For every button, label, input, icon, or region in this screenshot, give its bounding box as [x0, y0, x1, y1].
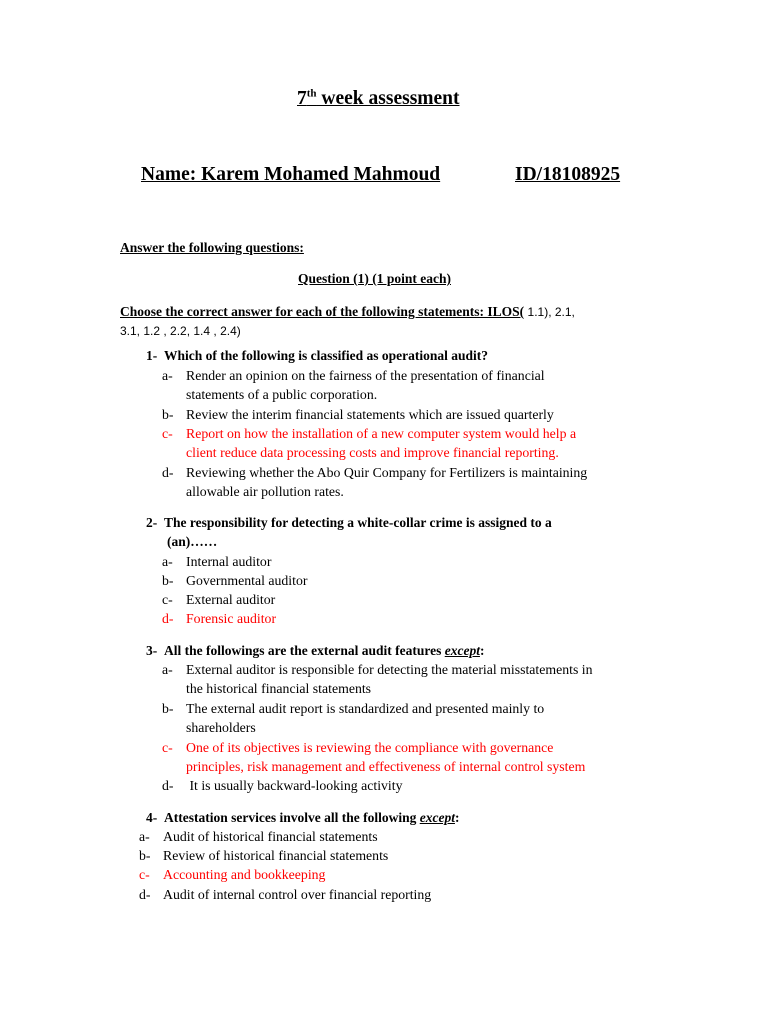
- option-text: External auditor is responsible for detecting the material misstatements in: [186, 662, 593, 677]
- q3-option-d: [162, 776, 682, 796]
- question-text: Attestation services involve all the following: [164, 810, 420, 825]
- option-text: External auditor: [186, 592, 276, 607]
- question-number: 1-: [146, 348, 158, 363]
- option-text: Forensic auditor: [186, 611, 277, 626]
- option-text: Accounting and bookkeeping: [163, 867, 326, 882]
- option-text: principles, risk management and effectiveness of internal control system: [186, 759, 586, 775]
- student-id: ID/18108925: [515, 164, 621, 185]
- option-letter: b-: [139, 848, 151, 863]
- option-letter: d-: [162, 465, 174, 480]
- q3-option-a: [162, 660, 682, 699]
- option-letter: d-: [162, 611, 174, 626]
- option-letter: b-: [162, 407, 174, 422]
- option-text: client reduce data processing costs and improve financial reporting.: [186, 445, 559, 461]
- option-letter: c-: [162, 592, 173, 607]
- option-text: The external audit report is standardized and presented mainly to: [186, 701, 545, 716]
- choose-instruction-bold: Choose the correct answer for each of the following statements: ILOS(: [120, 304, 525, 319]
- option-letter: b-: [162, 701, 174, 716]
- option-letter: a-: [162, 662, 173, 677]
- ilos-list-part1: 1.1), 2.1,: [524, 305, 575, 319]
- ilos-list-part2: 3.1, 1.2 , 2.2, 1.4 , 2.4): [120, 324, 241, 338]
- option-letter: a-: [162, 368, 173, 383]
- question-2-cont: (an)……: [167, 534, 218, 549]
- option-text: Audit of internal control over financial reporting: [163, 887, 432, 902]
- question-number: 4-: [146, 810, 158, 825]
- option-letter: c-: [162, 426, 173, 441]
- answer-heading: Answer the following questions:: [120, 240, 304, 255]
- q1-option-d: [162, 463, 662, 502]
- option-text: Render an opinion on the fairness of the presentation of financial: [186, 368, 545, 383]
- option-letter: d-: [162, 778, 174, 793]
- q2-option-c: [162, 590, 662, 610]
- q1-option-c-correct: [162, 424, 662, 463]
- option-text: the historical financial statements: [186, 681, 372, 697]
- option-text: Internal auditor: [186, 554, 272, 569]
- option-text: Review of historical financial statements: [163, 848, 389, 863]
- question-1: [146, 348, 488, 364]
- question-colon: :: [454, 810, 460, 825]
- question-number: 2-: [146, 515, 158, 530]
- option-text: Audit of historical financial statements: [163, 829, 378, 844]
- student-name: Name: Karem Mohamed Mahmoud: [141, 164, 441, 185]
- choose-instruction-cont: [120, 321, 241, 341]
- option-text: statements of a public corporation.: [186, 387, 378, 403]
- question-colon: :: [479, 643, 485, 658]
- question-3: [146, 643, 484, 659]
- q1-option-a: [162, 366, 662, 405]
- option-letter: d-: [139, 887, 151, 902]
- q4-option-b: [139, 846, 639, 866]
- q2-option-a: [162, 552, 662, 572]
- title-number: 7: [297, 88, 307, 109]
- option-text: allowable air pollution rates.: [186, 484, 344, 500]
- option-text: shareholders: [186, 720, 256, 736]
- q2-option-d-correct: [162, 609, 662, 629]
- q2-option-b: [162, 571, 662, 591]
- question-2: [146, 515, 552, 531]
- option-text: Review the interim financial statements which are issued quarterly: [186, 407, 554, 422]
- title-superscript: th: [306, 87, 317, 100]
- question-emphasis: except: [444, 643, 480, 658]
- question-4: [146, 810, 459, 826]
- question-emphasis: except: [419, 810, 455, 825]
- option-letter: a-: [162, 554, 173, 569]
- option-letter: c-: [139, 867, 150, 882]
- option-text: One of its objectives is reviewing the compliance with governance: [186, 740, 554, 755]
- q4-option-c-correct: [139, 865, 639, 885]
- option-letter: a-: [139, 829, 150, 844]
- question-text: The responsibility for detecting a white-collar crime is assigned to a: [164, 515, 552, 530]
- option-letter: c-: [162, 740, 173, 755]
- option-letter: b-: [162, 573, 174, 588]
- option-text: Governmental auditor: [186, 573, 308, 588]
- option-text: It is usually backward-looking activity: [186, 778, 403, 793]
- q4-option-a: [139, 827, 639, 847]
- option-text: Report on how the installation of a new computer system would help a: [186, 426, 577, 441]
- question-text: Which of the following is classified as operational audit?: [164, 348, 489, 363]
- choose-instruction: [120, 302, 575, 322]
- q3-option-c-correct: [162, 738, 682, 777]
- question-text: All the followings are the external audit features: [164, 643, 445, 658]
- q1-option-b: [162, 405, 662, 425]
- q3-option-b: [162, 699, 682, 738]
- page-title: [297, 88, 460, 110]
- question-number: 3-: [146, 643, 158, 658]
- q4-option-d: [139, 885, 639, 905]
- title-text: week assessment: [316, 88, 460, 109]
- option-text: Reviewing whether the Abo Quir Company for Fertilizers is maintaining: [186, 465, 588, 480]
- question-group-heading: Question (1) (1 point each): [298, 271, 451, 286]
